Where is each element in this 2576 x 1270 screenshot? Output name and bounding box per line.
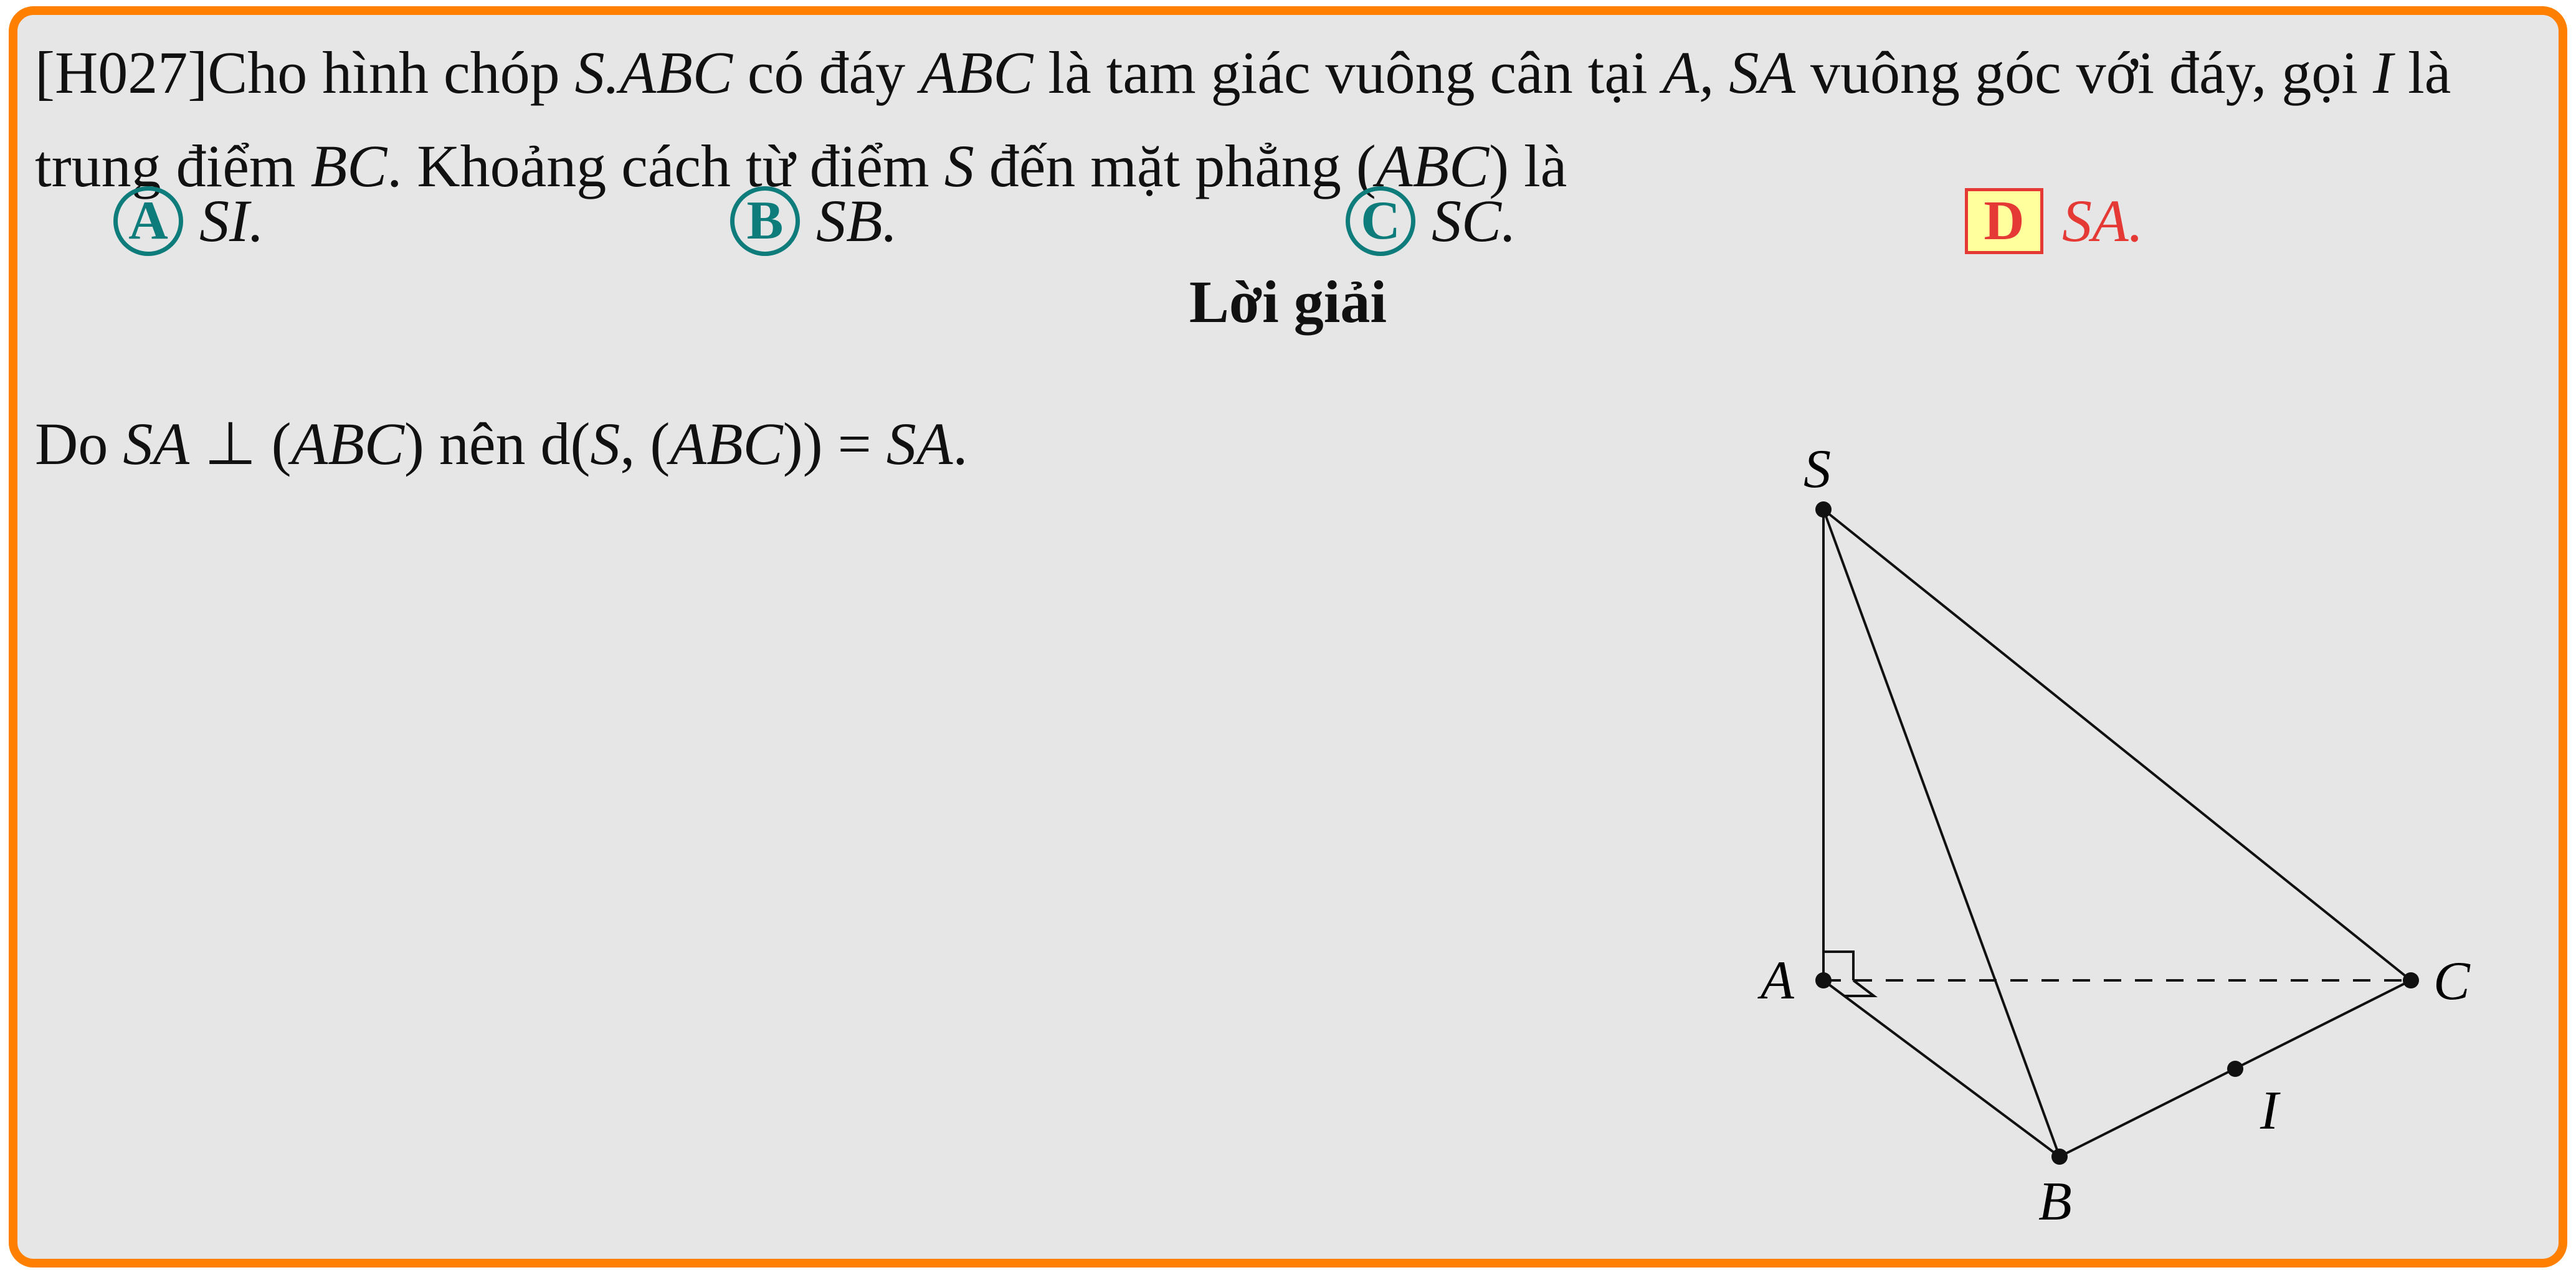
option-d-text: SA. <box>2062 187 2144 254</box>
point-C <box>2403 972 2419 988</box>
point-S <box>1815 501 1832 518</box>
solution-title: Lời giải <box>1189 268 1387 335</box>
option-a-text: SI. <box>199 187 264 254</box>
label-I: I <box>2260 1081 2279 1141</box>
point-B <box>2051 1149 2068 1165</box>
edge-SB <box>1823 509 2060 1157</box>
question-code: [H027] <box>35 39 208 106</box>
question-text: [H027]Cho hình chóp S.ABC có đáy ABC là tam giác vuông cân tại A, SA vuông góc với đáy, gọi I là trung điểm BC. Khoảng cách từ điểm S đến mặt phẳng (ABC) là <box>35 39 2451 199</box>
label-S: S <box>1804 439 1831 500</box>
solution-text: Do SA ⊥ (ABC) nên d(S, (ABC)) = SA. <box>35 410 968 477</box>
right-angle-mark-base <box>1844 980 1874 996</box>
point-I <box>2227 1061 2243 1077</box>
edge-AB <box>1823 980 2060 1157</box>
option-c-text: SC. <box>1432 187 1517 254</box>
point-A <box>1815 972 1832 988</box>
option-a-badge: A <box>113 186 183 256</box>
edge-SC <box>1823 509 2411 980</box>
label-B: B <box>2038 1172 2072 1232</box>
label-C: C <box>2433 951 2470 1012</box>
option-c-badge: C <box>1346 186 1415 256</box>
option-d-badge: D <box>1965 188 2043 254</box>
option-b-text: SB. <box>816 187 898 254</box>
option-b-badge: B <box>730 186 800 256</box>
label-A: A <box>1761 950 1794 1011</box>
